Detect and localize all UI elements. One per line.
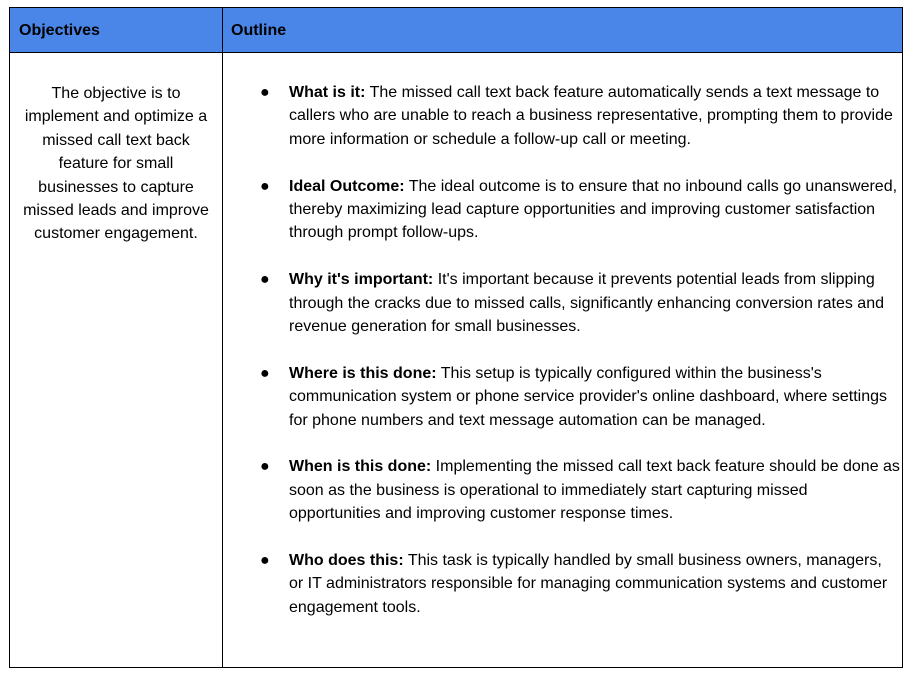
outline-item-label: Why it's important: <box>289 271 434 289</box>
outline-item-why-important <box>260 268 900 338</box>
outline-item-text: This task is typically handled by small business owners, managers, or IT administrators responsible for managing communication systems and customer engagement tools. <box>289 552 888 616</box>
bullet-icon: ● <box>260 84 270 101</box>
bullet-icon: ● <box>260 364 270 382</box>
table-header-row <box>10 8 902 53</box>
bullet-icon: ● <box>260 552 270 570</box>
outline-list <box>260 81 900 643</box>
outline-item-text: The missed call text back feature automatically sends a text message to callers who are unable to reach a business representative, prompting them to provide more information or schedule a follow-up call or meeting. <box>289 84 893 148</box>
outline-item-label: What is it: <box>289 84 366 101</box>
outline-item-label: Who does this: <box>289 552 404 570</box>
outline-item-when-done <box>260 455 900 525</box>
outline-item-where-done <box>260 362 900 432</box>
outline-item-who-does <box>260 549 900 619</box>
bullet-icon: ● <box>260 177 270 195</box>
outline-item-what-is-it <box>260 81 900 151</box>
outline-item-text: It's important because it prevents potential leads from slipping through the cracks due to missed calls, significantly enhancing conversion rates and revenue generation for small businesses. <box>289 271 884 336</box>
objective-description: The objective is to implement and optimize a missed call text back feature for small businesses to capture missed leads and improve customer engagement. <box>23 85 209 243</box>
outline-item-text: The ideal outcome is to ensure that no inbound calls go unanswered, thereby maximizing lead capture opportunities and improving customer satisfaction through prompt follow-ups. <box>289 177 898 242</box>
objectives-column-header: Objectives <box>19 22 100 39</box>
column-divider <box>222 8 223 667</box>
outline-item-text: Implementing the missed call text back feature should be done as soon as the business is operational to immediately start capturing missed opportunities and improving customer response times. <box>289 458 900 523</box>
outline-item-ideal-outcome <box>260 175 900 245</box>
outline-item-label: When is this done: <box>289 458 432 476</box>
outline-item-text: This setup is typically configured within the business's communication system or phone service provider's online dashboard, where settings for phone numbers and text message automation can be managed. <box>289 364 888 429</box>
outline-item-label: Where is this done: <box>289 364 437 382</box>
outline-column-header: Outline <box>231 22 287 39</box>
objectives-outline-table <box>9 7 903 668</box>
bullet-icon: ● <box>260 458 270 476</box>
outline-item-label: Ideal Outcome: <box>289 177 405 195</box>
bullet-icon: ● <box>260 271 270 289</box>
